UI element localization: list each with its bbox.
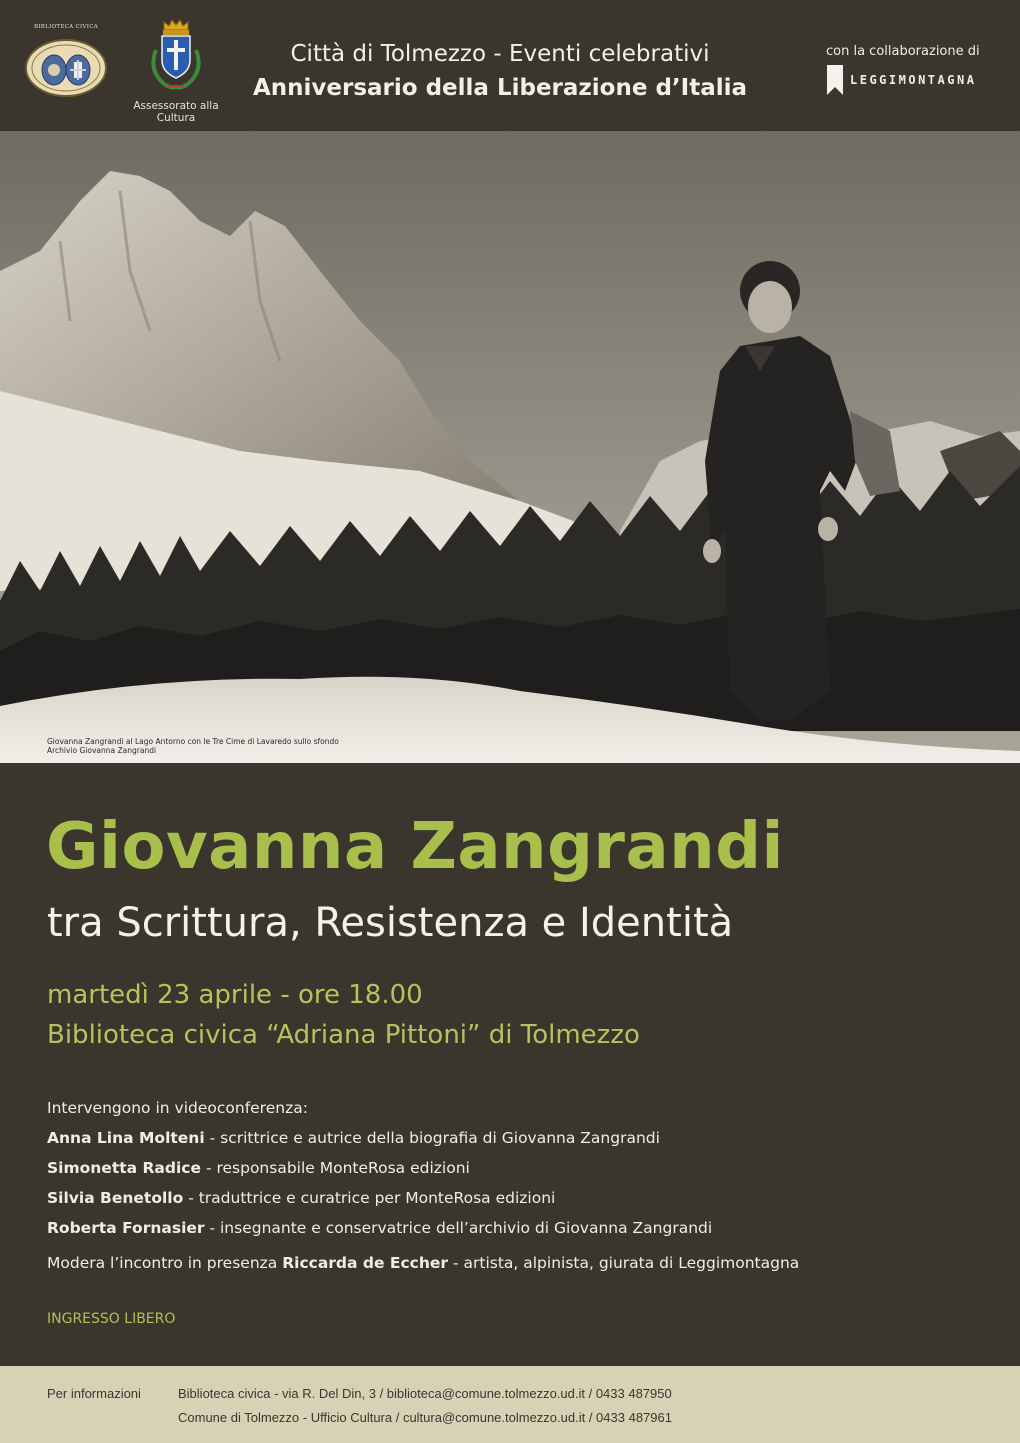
event-subtitle: tra Scrittura, Resistenza e Identità xyxy=(47,900,734,946)
moderator-prefix: Modera l’incontro in presenza xyxy=(47,1254,283,1272)
speaker-name: Roberta Fornasier xyxy=(47,1219,205,1237)
moderator-role: - artista, alpinista, giurata di Leggimontagna xyxy=(448,1254,800,1272)
library-seal-icon xyxy=(24,28,108,98)
library-logo xyxy=(24,24,108,98)
collab-brand: LEGGIMONTAGNA xyxy=(850,73,977,87)
footer-contact-library: Biblioteca civica - via R. Del Din, 3 / biblioteca@comune.tolmezzo.ud.it / 0433 487950 xyxy=(178,1386,672,1401)
event-date: martedì 23 aprile - ore 18.00 xyxy=(47,980,423,1010)
footer-label: Per informazioni xyxy=(47,1386,141,1401)
speakers-intro: Intervengono in videoconferenza: xyxy=(47,1099,308,1117)
footer xyxy=(0,1366,1020,1443)
collab-label: con la collaborazione di xyxy=(826,44,980,59)
speaker-name: Silvia Benetollo xyxy=(47,1189,184,1207)
event-title: Giovanna Zangrandi xyxy=(46,810,784,884)
speaker-row xyxy=(47,1156,712,1186)
assessorato-caption: Assessorato alla Cultura xyxy=(133,100,219,124)
photo-caption-line1: Giovanna Zangrandi al Lago Antorno con le Tre Cime di Lavaredo sullo sfondo xyxy=(47,737,339,746)
speakers-section xyxy=(47,1096,712,1246)
event-venue: Biblioteca civica “Adriana Pittoni” di Tolmezzo xyxy=(47,1020,640,1050)
moderator-name: Riccarda de Eccher xyxy=(282,1254,449,1272)
header-title xyxy=(240,38,760,106)
speaker-row xyxy=(47,1216,712,1246)
header-title-line2: Anniversario della Liberazione d’Italia xyxy=(252,75,748,101)
speaker-role: - responsabile MonteRosa edizioni xyxy=(201,1159,470,1177)
leggimontagna-logo xyxy=(826,65,996,95)
footer-contact-comune: Comune di Tolmezzo - Ufficio Cultura / cultura@comune.tolmezzo.ud.it / 0433 487961 xyxy=(178,1410,672,1425)
collaboration xyxy=(826,44,996,95)
comune-logo xyxy=(118,20,234,124)
library-logo-text: BIBLIOTECA CIVICA xyxy=(33,24,98,30)
speaker-row xyxy=(47,1186,712,1216)
free-entry-label: INGRESSO LIBERO xyxy=(47,1311,176,1327)
speaker-name: Simonetta Radice xyxy=(47,1159,202,1177)
speaker-role: - insegnante e conservatrice dell’archivio di Giovanna Zangrandi xyxy=(204,1219,713,1237)
bookmark-icon xyxy=(826,65,844,95)
speaker-row xyxy=(47,1126,712,1156)
photo-caption-line2: Archivio Giovanna Zangrandi xyxy=(47,745,157,755)
mountain-photo-image xyxy=(0,131,1020,763)
coat-of-arms-icon xyxy=(118,20,234,98)
photo-caption xyxy=(47,738,339,755)
hero-photo xyxy=(0,131,1020,763)
header xyxy=(0,0,1020,131)
speaker-role: - scrittrice e autrice della biografia di Giovanna Zangrandi xyxy=(204,1129,660,1147)
speaker-role: - traduttrice e curatrice per MonteRosa edizioni xyxy=(183,1189,556,1207)
moderator-line xyxy=(47,1254,799,1272)
header-title-line1: Città di Tolmezzo - Eventi celebrativi xyxy=(290,41,710,67)
speaker-name: Anna Lina Molteni xyxy=(47,1129,205,1147)
